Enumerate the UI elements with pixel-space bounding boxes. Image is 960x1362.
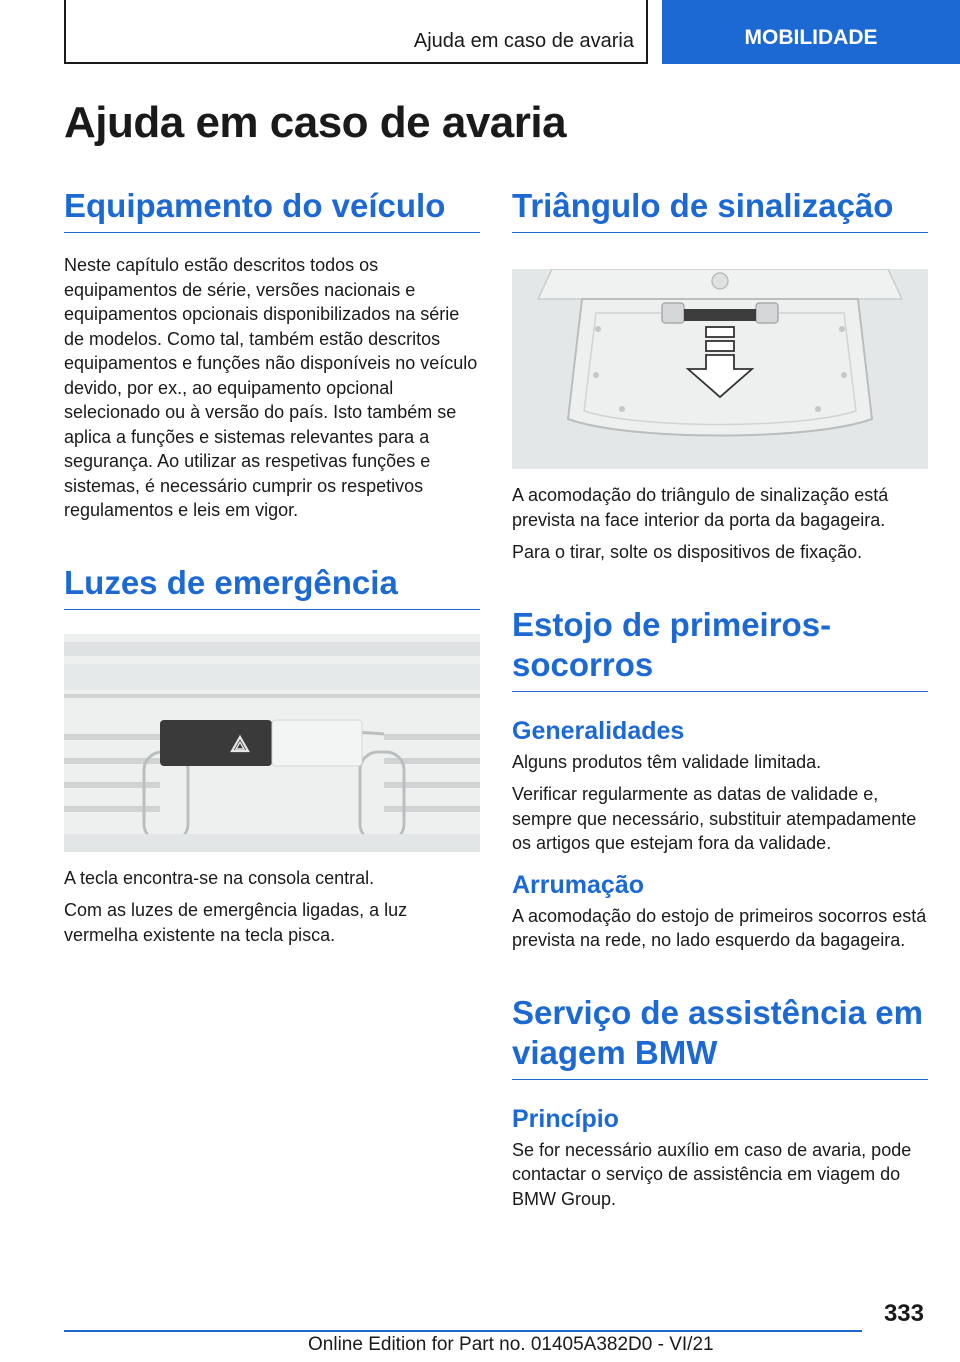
subheading-principle: Princípio (512, 1104, 619, 1133)
right-column (512, 186, 928, 1211)
heading-warning-triangle: Triângulo de sinalização (512, 186, 928, 233)
hazard-button-image (64, 634, 480, 852)
tailgate-illustration (512, 269, 928, 469)
header-section-title: Ajuda em caso de avaria (413, 30, 634, 52)
left-column (64, 186, 480, 947)
page-number: 333 (883, 1300, 924, 1327)
first-aid-general-text-2: Verificar regularmente as datas de validade e, sempre que necessário, substituir atempadamente os artigos que estejam fora da validade. (512, 784, 917, 853)
warning-triangle-text-removal: Para o tirar, solte os dispositivos de fixação. (512, 542, 863, 562)
hazard-text-location: A tecla encontra-se na consola central. (64, 867, 375, 888)
footer-edition: Online Edition for Part no. 01405A382D0 - VI/21 (308, 1334, 714, 1355)
warning-triangle-text-location: A acomodação do triângulo de sinalização está prevista na face interior da porta da bagageira. (512, 485, 889, 530)
heading-vehicle-equipment: Equipamento do veículo (64, 186, 480, 233)
hazard-text-indicator: Com as luzes de emergência ligadas, a luz vermelha existente na tecla pisca. (64, 900, 408, 945)
hazard-console-illustration (64, 634, 480, 852)
first-aid-storage-text: A acomodação do estojo de primeiros socorros está prevista na rede, no lado esquerdo da bagageira. (512, 905, 927, 950)
heading-first-aid: Estojo de primeiros-socorros (512, 605, 928, 692)
roadside-principle-text: Se for necessário auxílio em caso de avaria, pode contactar o serviço de assistência em viagem do BMW Group. (512, 1139, 912, 1209)
subheading-storage: Arrumação (512, 870, 644, 899)
heading-hazard-lights: Luzes de emergência (64, 563, 480, 610)
chapter-tab[interactable]: MOBILIDADE (662, 0, 960, 64)
footer-divider (64, 1330, 862, 1332)
first-aid-general-text-1: Alguns produtos têm validade limitada. (512, 751, 822, 772)
subheading-general: Generalidades (512, 716, 685, 745)
heading-roadside-service: Serviço de assistência em viagem BMW (512, 993, 928, 1080)
warning-triangle-image (512, 269, 928, 469)
page-title: Ajuda em caso de avaria (64, 98, 567, 147)
vehicle-equipment-text: Neste capítulo estão descritos todos os equipamentos de série, versões nacionais e equipamentos opcionais disponibilizados na série de modelos. Como tal, também estão descritos equipamentos e funções não disponíveis no veículo devido, por ex., ao equipamento opcional selecionado ou à versão do país. Isto também se aplica a funções e sistemas relevantes para a segurança. Ao utilizar as respetivas funções e sistemas, é necessário cumprir os respetivos regulamentos e leis em vigor. (64, 255, 478, 520)
header-frame (64, 0, 648, 64)
